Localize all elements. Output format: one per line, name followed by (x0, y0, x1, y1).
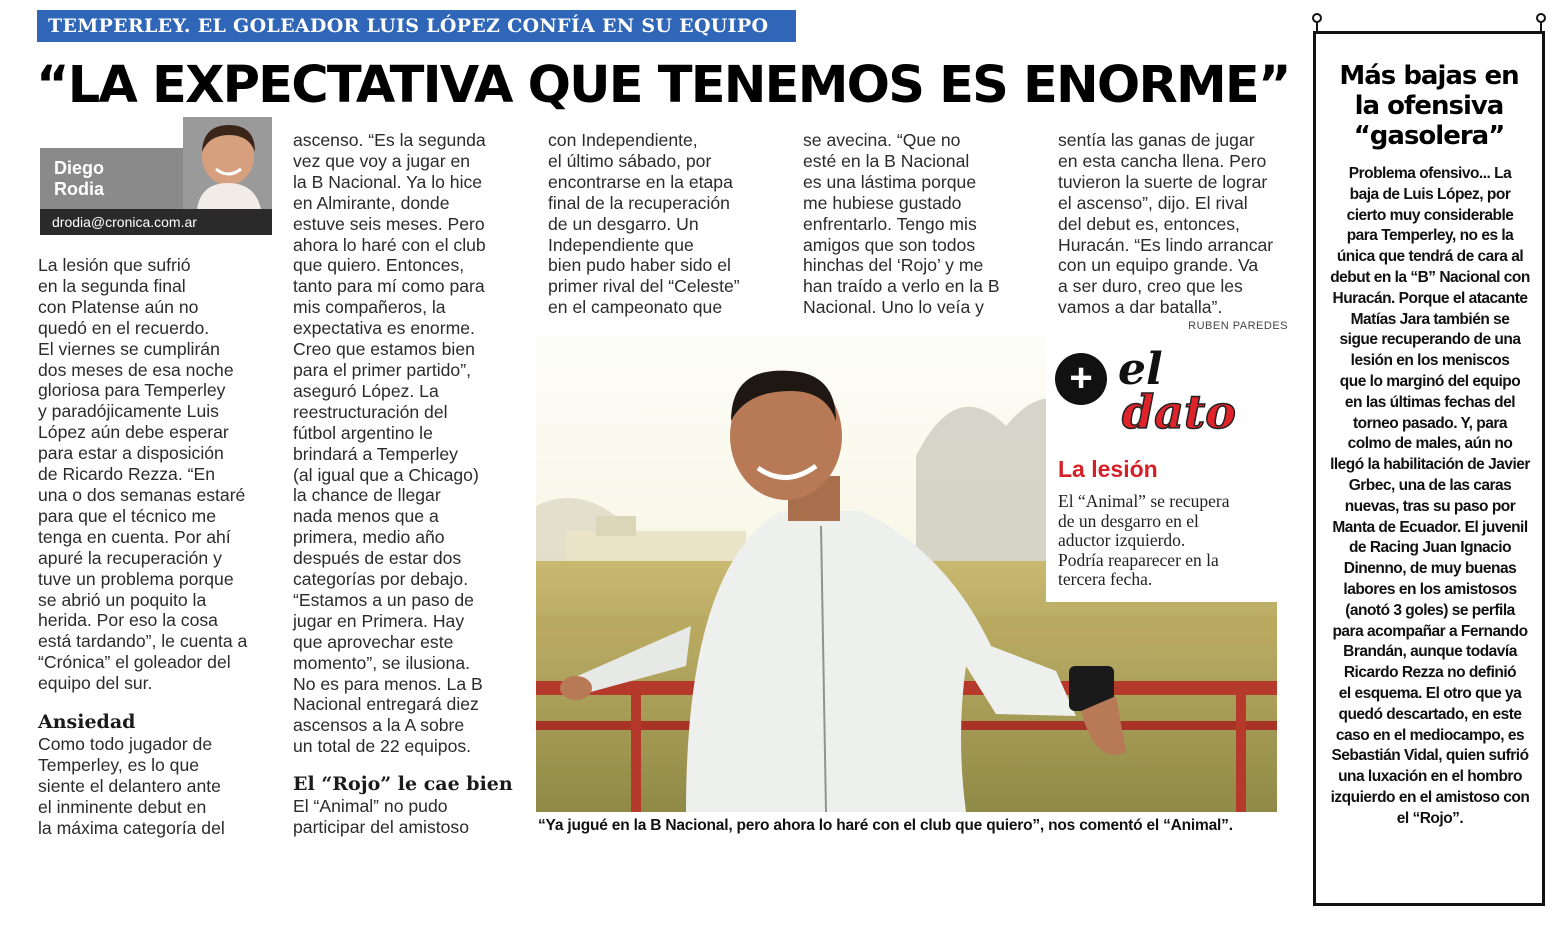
sidebar-title: Más bajas en la ofensiva “gasolera” (1339, 61, 1519, 151)
author-name: Diego Rodia (54, 158, 105, 199)
article-column-2b: El “Animal” no pudo participar del amistoso (293, 796, 470, 837)
article-column-1: La lesión que sufrió en la segunda final con Platense aún no quedó en el recuerdo. El viernes se cumplirán dos meses de esa noche gloriosa para Temperley y paradójicamente Luis López aún debe esperar para estar a disposición de Ricardo Rezza. “En una o dos semanas estaré para que el técnico me tenga en cuenta. Por ahí apuré la recuperación y tuve un problema porque se abrió un poquito la herida. Por eso la cosa está tardando”, le cuenta a “Crónica” el goleador del equipo del sur. (38, 255, 248, 694)
sidebar-text: Problema ofensivo... La baja de Luis López, por cierto muy considerable para Temperley, no es la única que tendrá de cara al debut en la “B” Nacional con Huracán. Porque el atacante Matías Jara también se sigue recuperando de una lesión en los meniscos que lo marginó del equipo en las últimas fechas del torneo pasado. Y, para colmo de males, aún no llegó la habilitación de Javier Grbec, una de las caras nuevas, tras su paso por Manta de Ecuador. El juvenil de Racing Juan Ignacio Dinenno, de muy buenas labores en los amistosos (anotó 3 goles) se perfila para acompañar a Fernando Brandán, aunque todavía Ricardo Rezza no definió el esquema. El otro que ya quedó descartado, en este caso en el mediocampo, es Sebastián Vidal, quien sufrió una luxación en el hombro izquierdo en el amistoso con el “Rojo”. (1330, 165, 1530, 827)
photo-credit: RUBEN PAREDES (1188, 320, 1288, 332)
dato-word-dato: dato (1122, 385, 1236, 439)
article-column-2: ascenso. “Es la segunda vez que voy a jugar en la B Nacional. Ya lo hice en Almirante, donde estuve seis meses. Pero ahora lo haré con el club que quiero. Entonces, tanto para mí como para mis compañeros, la expectativa es enorme. Creo que estamos bien para el primer partido”, aseguró López. La reestructuración del fútbol argentino le brindará a Temperley (al igual que a Chicago) la chance de llegar nada menos que a primera, medio año después de estar dos categorías por debajo. “Estamos a un paso de jugar en Primera. Hay que aprovechar este momento”, se ilusiona. No es para menos. La B Nacional entregará diez ascensos a la A sobre un total de 22 equipos. (293, 130, 486, 757)
article-column-1b: Como todo jugador de Temperley, es lo que siente el delantero ante el inminente debut en la máxima categoría del (38, 734, 225, 838)
el-dato-box (1046, 336, 1277, 602)
photo-caption: “Ya jugué en la B Nacional, pero ahora lo haré con el club que quiero”, nos comentó el “Animal”. (538, 817, 1233, 834)
subhead-ansiedad: Ansiedad (38, 711, 136, 733)
sidebar-box (1313, 31, 1545, 906)
dato-title: La lesión (1058, 456, 1158, 482)
dato-text: El “Animal” se recupera de un desgarro en el aductor izquierdo. Podría reaparecer en la tercera fecha. (1058, 491, 1230, 589)
headline: “LA EXPECTATIVA QUE TENEMOS ES ENORME” (36, 56, 1290, 115)
article-column-5: sentía las ganas de jugar en esta cancha llena. Pero tuvieron la suerte de lograr el ascenso”, dijo. El rival del debut es, entonces, Huracán. “Es lindo arrancar con un equipo grande. Va a ser duro, creo que les vamos a dar batalla”. (1058, 130, 1274, 318)
kicker-bar: TEMPERLEY. EL GOLEADOR LUIS LÓPEZ CONFÍA EN SU EQUIPO (37, 10, 796, 42)
article-column-3: con Independiente, el último sábado, por encontrarse en la etapa final de la recuperación de un desgarro. Un Independiente que bien pudo haber sido el primer rival del “Celeste” en el campeonato que (548, 130, 740, 318)
dato-word-el: el (1118, 344, 1163, 395)
author-box (40, 148, 272, 235)
plus-icon: + (1055, 353, 1107, 405)
article-column-4: se avecina. “Que no esté en la B Nacional es una lástima porque me hubiese gustado enfrentarlo. Tengo mis amigos que son todos hinchas del ‘Rojo’ y me han traído a verlo en la B Nacional. Uno lo veía y (803, 130, 1000, 318)
author-photo (183, 117, 272, 209)
subhead-rojo: El “Rojo” le cae bien (293, 773, 513, 795)
author-email: drodia@cronica.com.ar (40, 209, 272, 235)
